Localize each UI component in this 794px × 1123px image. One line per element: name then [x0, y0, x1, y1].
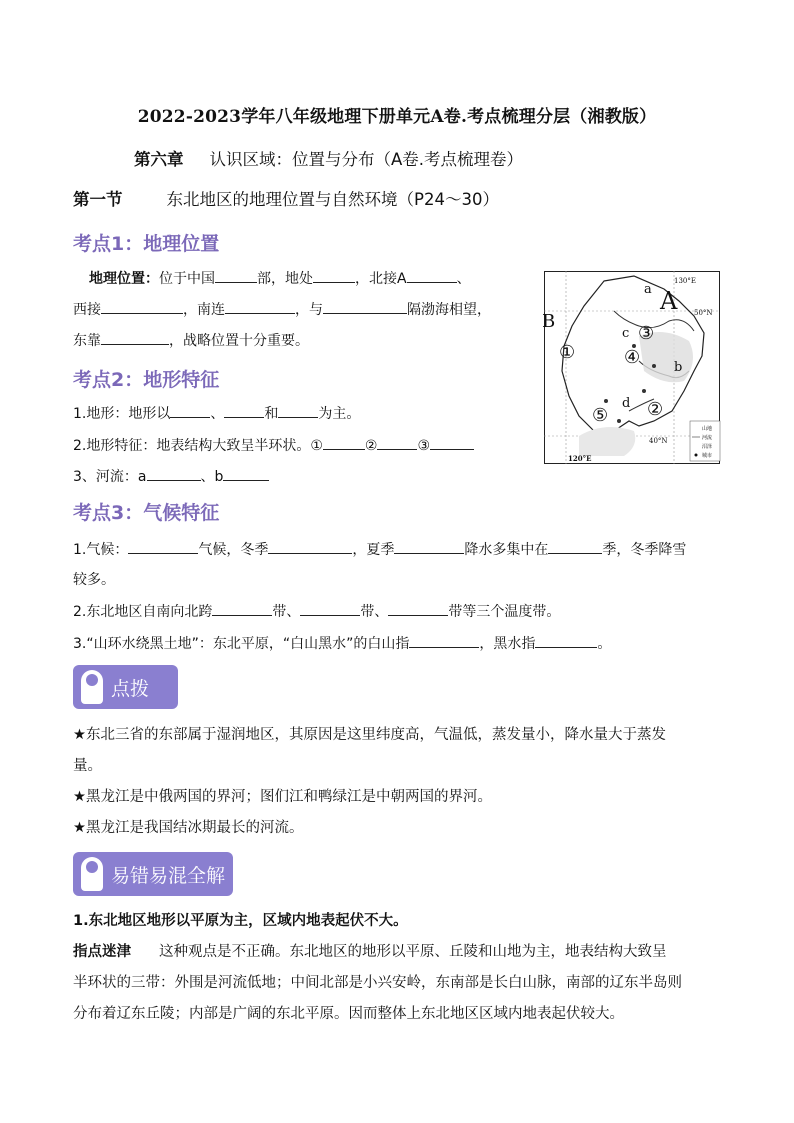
map-label-c: c [622, 326, 630, 341]
map-lon-label: 120°E [568, 454, 592, 463]
errors-badge [73, 852, 233, 896]
blank[interactable] [170, 403, 210, 418]
map-label-B: B [542, 311, 556, 332]
tips-badge [73, 665, 178, 709]
blank[interactable] [101, 330, 169, 345]
chapter-title: 认识区域：位置与分布（A卷.考点梳理卷） [209, 150, 524, 169]
blank[interactable] [147, 466, 201, 481]
kd2-line1: 1.地形：地形以 、 和 为主。 [73, 403, 360, 424]
northeast-map [544, 271, 720, 464]
kd3-title: 考点3：气候特征 [73, 502, 220, 524]
map-label-A: A [660, 287, 678, 315]
error-label: 指点迷津 [73, 944, 131, 960]
kd3-line1: 1.气候： 气候，冬季 ，夏季 降水多集中在 季，冬季降雪 [73, 539, 686, 560]
kd3-line2: 2.东北地区自南向北跨 带、 带、 带等三个温度带。 [73, 601, 560, 622]
blank[interactable] [409, 633, 479, 648]
kd2-title: 考点2：地形特征 [73, 369, 220, 391]
kd1-line1: 地理位置：位于中国 部，地处 ，北接A 、 [89, 268, 471, 289]
blank[interactable] [535, 633, 597, 648]
blank[interactable] [394, 539, 464, 554]
kd1-line3: 东靠 ，战略位置十分重要。 [73, 330, 309, 351]
errors-badge-label: 易错易混全解 [111, 864, 226, 887]
section-heading [73, 186, 499, 210]
map-legend [690, 421, 720, 461]
map-lat-label: 40°N [649, 437, 668, 445]
person-icon [81, 670, 103, 704]
tip-line: ★黑龙江是我国结冰期最长的河流。 [73, 820, 304, 836]
blank[interactable] [388, 601, 448, 616]
blank[interactable] [323, 435, 365, 450]
chapter-heading [134, 146, 523, 170]
kd3-line3: 3.“山环水绕黑土地”：东北平原，“白山黑水”的白山指 ，黑水指 。 [73, 633, 611, 654]
map-lat-label: 50°N [694, 309, 713, 317]
blank[interactable] [300, 601, 360, 616]
tip-line: 量。 [73, 758, 102, 774]
error-question: 1.东北地区地形以平原为主，区域内地表起伏不大。 [73, 913, 408, 929]
svg-text:河流: 河流 [702, 435, 713, 441]
map-label-d: d [622, 396, 631, 411]
tip-line: ★黑龙江是中俄两国的界河；图们江和鸭绿江是中朝两国的界河。 [73, 789, 492, 805]
map-label-2: ② [647, 399, 664, 420]
chapter-number: 第六章 [134, 150, 184, 169]
blank[interactable] [268, 539, 352, 554]
section-title: 东北地区的地理位置与自然环境（P24～30） [166, 190, 499, 209]
kd1-label: 地理位置： [89, 271, 159, 287]
svg-text:沼泽: 沼泽 [702, 444, 713, 450]
blank[interactable] [278, 403, 318, 418]
person-icon [81, 857, 103, 891]
blank[interactable] [407, 268, 457, 283]
map-label-4: ④ [624, 347, 641, 368]
map-label-a: a [644, 282, 652, 297]
svg-text:山地: 山地 [702, 426, 713, 432]
blank[interactable] [225, 299, 295, 314]
blank[interactable] [313, 268, 355, 283]
blank[interactable] [548, 539, 602, 554]
blank[interactable] [377, 435, 417, 450]
svg-text:城市: 城市 [702, 453, 713, 459]
error-explanation: 指点迷津 这种观点是不正确。东北地区的地形以平原、丘陵和山地为主，地表结构大致呈 半环状的三带：外围是河流低地；中间北部是小兴安岭，东南部是长白山脉，南部的辽东半岛则 分布着辽东丘陵；内部是广阔的东北平原。因而整体上东北地区区域内地表起伏较大。 [73, 944, 682, 1022]
blank[interactable] [101, 299, 183, 314]
map-label-b: b [674, 360, 683, 375]
map-label-3: ③ [638, 323, 655, 344]
map-label-5: ⑤ [592, 405, 609, 426]
map-lon-label: 130°E [674, 277, 696, 285]
blank[interactable] [224, 403, 264, 418]
blank[interactable] [430, 435, 474, 450]
blank[interactable] [215, 268, 257, 283]
kd1-title: 考点1：地理位置 [73, 233, 220, 255]
blank[interactable] [128, 539, 198, 554]
kd1-line2: 西接 ，南连 ，与 隔渤海相望， [73, 299, 491, 320]
section-number: 第一节 [73, 190, 123, 209]
blank[interactable] [223, 466, 269, 481]
blank[interactable] [212, 601, 272, 616]
page-title: 2022-2023学年八年级地理下册单元A卷.考点梳理分层（湘教版） [137, 107, 657, 127]
blank[interactable] [323, 299, 407, 314]
kd2-line2: 2.地形特征：地表结构大致呈半环状。① ② ③ [73, 435, 474, 456]
kd3-line1b: 较多。 [73, 572, 115, 588]
tips-badge-label: 点拨 [111, 677, 150, 700]
kd2-line3: 3、河流：a 、b [73, 466, 269, 487]
tips-list [73, 720, 723, 844]
tip-line: ★东北三省的东部属于湿润地区，其原因是这里纬度高，气温低，蒸发量小，降水量大于蒸发 [73, 727, 666, 743]
map-label-1: ① [559, 342, 576, 363]
